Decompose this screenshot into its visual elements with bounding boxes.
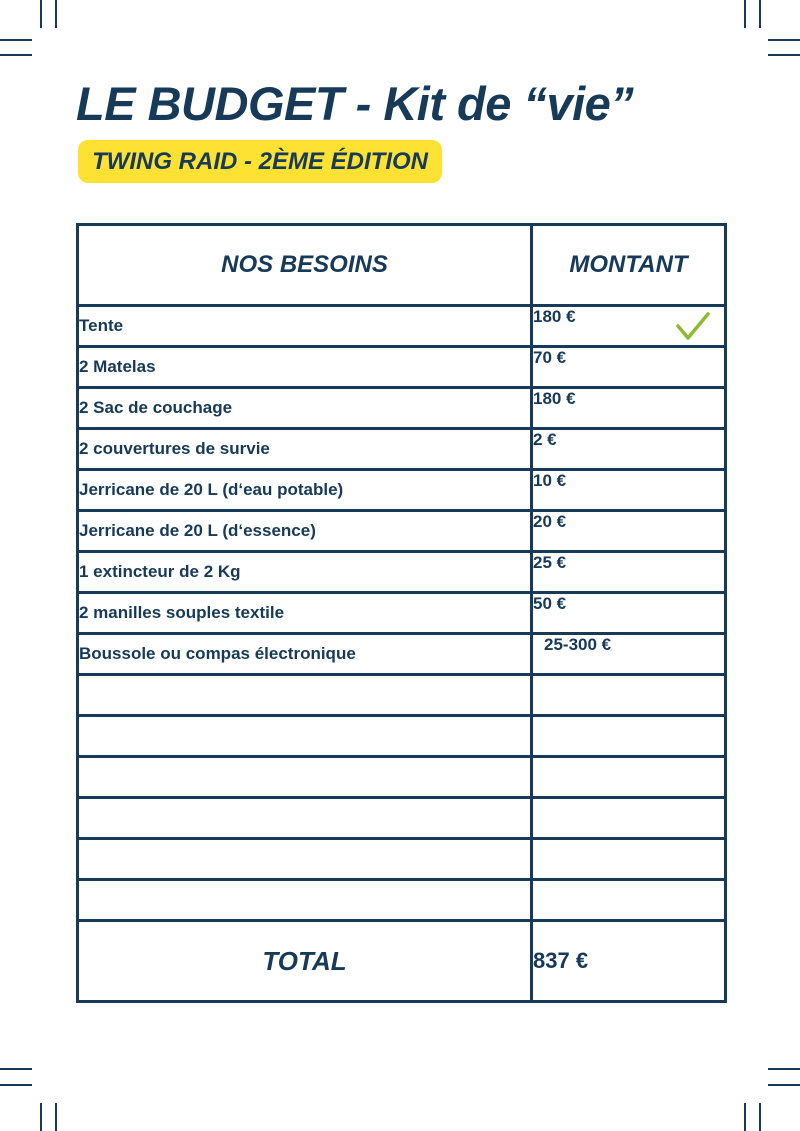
empty-cell <box>532 798 726 839</box>
item-amount: 20 € <box>532 511 726 552</box>
crop-mark <box>0 39 32 41</box>
table-row-empty <box>78 757 726 798</box>
empty-cell <box>78 839 532 880</box>
crop-mark <box>768 1084 800 1086</box>
empty-cell <box>532 839 726 880</box>
item-label: 2 couvertures de survie <box>78 429 532 470</box>
empty-cell <box>532 757 726 798</box>
crop-mark <box>768 1068 800 1070</box>
crop-mark <box>0 1084 32 1086</box>
item-amount: 180 € <box>532 388 726 429</box>
crop-mark <box>40 0 42 28</box>
item-label: Tente <box>78 306 532 347</box>
item-amount: 25-300 € <box>532 634 726 675</box>
empty-cell <box>78 880 532 921</box>
crop-mark <box>744 1103 746 1131</box>
table-row <box>78 388 726 429</box>
item-label: 2 Matelas <box>78 347 532 388</box>
amount-header: MONTANT <box>532 225 726 306</box>
crop-mark <box>0 1068 32 1070</box>
item-amount: 10 € <box>532 470 726 511</box>
item-amount: 50 € <box>532 593 726 634</box>
item-amount-cell <box>532 306 726 347</box>
edition-badge: TWING RAID - 2ÈME ÉDITION <box>78 140 442 183</box>
budget-table <box>76 223 727 1003</box>
item-amount: 180 € <box>533 307 576 326</box>
empty-cell <box>532 675 726 716</box>
crop-mark <box>744 0 746 28</box>
total-label: TOTAL <box>78 921 532 1002</box>
table-row <box>78 429 726 470</box>
table-row <box>78 634 726 675</box>
table-row-empty <box>78 839 726 880</box>
table-row-empty <box>78 675 726 716</box>
item-amount: 2 € <box>532 429 726 470</box>
table-row-empty <box>78 798 726 839</box>
empty-cell <box>78 798 532 839</box>
item-label: 1 extincteur de 2 Kg <box>78 552 532 593</box>
crop-mark <box>759 0 761 28</box>
table-row-empty <box>78 880 726 921</box>
table-row <box>78 470 726 511</box>
crop-mark <box>768 54 800 56</box>
item-label: Boussole ou compas électronique <box>78 634 532 675</box>
item-label: 2 manilles souples textile <box>78 593 532 634</box>
table-row <box>78 306 726 347</box>
table-row-empty <box>78 716 726 757</box>
table-row <box>78 511 726 552</box>
table-row <box>78 593 726 634</box>
table-row <box>78 552 726 593</box>
checkmark-icon <box>676 311 710 341</box>
needs-header: NOS BESOINS <box>78 225 532 306</box>
empty-cell <box>78 757 532 798</box>
item-amount: 70 € <box>532 347 726 388</box>
total-amount: 837 € <box>532 921 726 1002</box>
empty-cell <box>78 716 532 757</box>
crop-mark <box>759 1103 761 1131</box>
table-row <box>78 347 726 388</box>
item-label: 2 Sac de couchage <box>78 388 532 429</box>
crop-mark <box>55 1103 57 1131</box>
item-label: Jerricane de 20 L (d‘essence) <box>78 511 532 552</box>
page-title: LE BUDGET - Kit de “vie” <box>76 77 634 130</box>
empty-cell <box>532 880 726 921</box>
total-row <box>78 921 726 1002</box>
crop-mark <box>768 39 800 41</box>
empty-cell <box>78 675 532 716</box>
crop-mark <box>0 54 32 56</box>
item-label: Jerricane de 20 L (d‘eau potable) <box>78 470 532 511</box>
crop-mark <box>55 0 57 28</box>
item-amount: 25 € <box>532 552 726 593</box>
empty-cell <box>532 716 726 757</box>
crop-mark <box>40 1103 42 1131</box>
